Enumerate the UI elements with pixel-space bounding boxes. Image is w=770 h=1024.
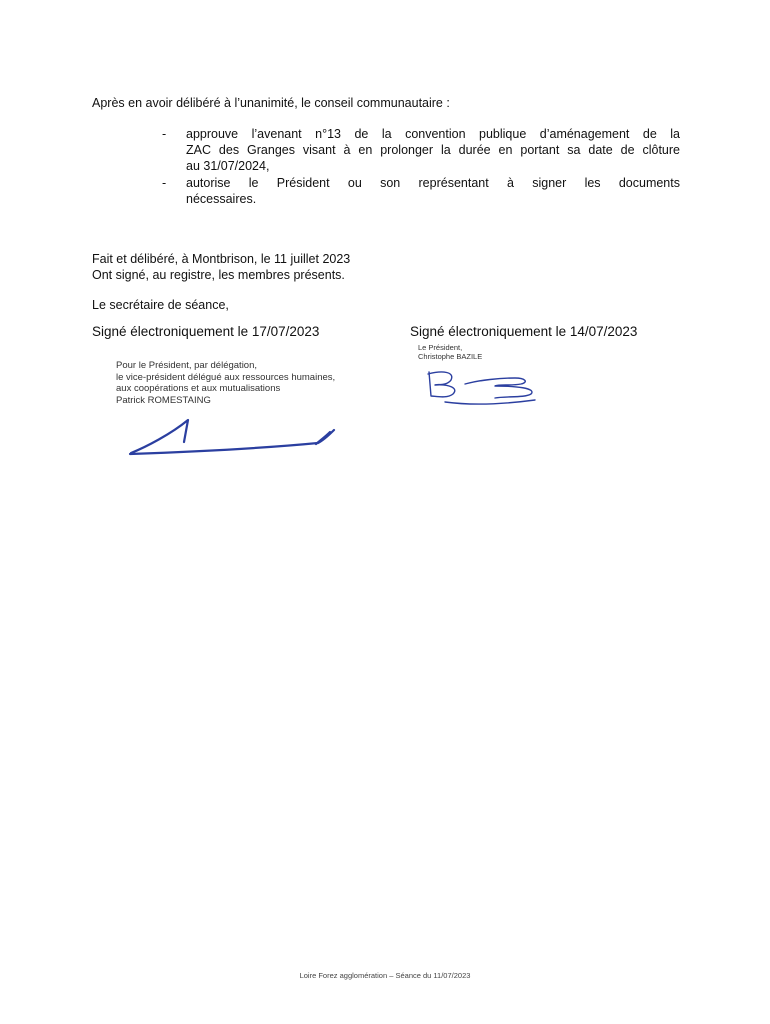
electronic-signature-label-right: Signé électroniquement le 14/07/2023 [410,324,638,339]
handwritten-signature-right [425,366,545,410]
list-dash: - [162,176,167,190]
president-title: Le Président, [418,343,463,352]
list-item-line: nécessaires. [186,192,257,206]
president-block [418,343,482,361]
delegation-block [116,360,335,406]
list-dash: - [162,127,167,141]
list-item-authorize [162,175,680,207]
electronic-signature-label-left: Signé électroniquement le 17/07/2023 [92,324,320,339]
list-item-line: ZAC des Granges visant à en prolonger la durée en portant sa date de clôture [186,143,680,157]
list-item-line: approuve l’avenant n°13 de la convention publique d’aménagement de la [186,127,680,141]
list-item-line: au 31/07/2024, [186,159,270,173]
delegation-signatory-name: Patrick ROMESTAING [116,394,211,406]
decision-list [162,126,680,208]
list-item-approve [162,126,680,174]
secretary-label: Le secrétaire de séance, [92,298,229,312]
president-name: Christophe BAZILE [418,352,483,361]
signed-register-line: Ont signé, au registre, les membres présents. [92,268,345,282]
place-date-line: Fait et délibéré, à Montbrison, le 11 juillet 2023 [92,252,351,266]
intro-paragraph: Après en avoir délibéré à l’unanimité, le conseil communautaire : [92,96,450,110]
page-footer: Loire Forez agglomération – Séance du 11/07/2023 [299,971,471,980]
delegation-line: Pour le Président, par délégation, [116,360,258,371]
delegation-line: le vice-président délégué aux ressources humaines, [116,371,336,383]
delegation-line: aux coopérations et aux mutualisations [116,383,281,394]
handwritten-signature-left [126,412,340,460]
list-item-line: autorise le Président ou son représentant à signer les documents [186,176,680,190]
